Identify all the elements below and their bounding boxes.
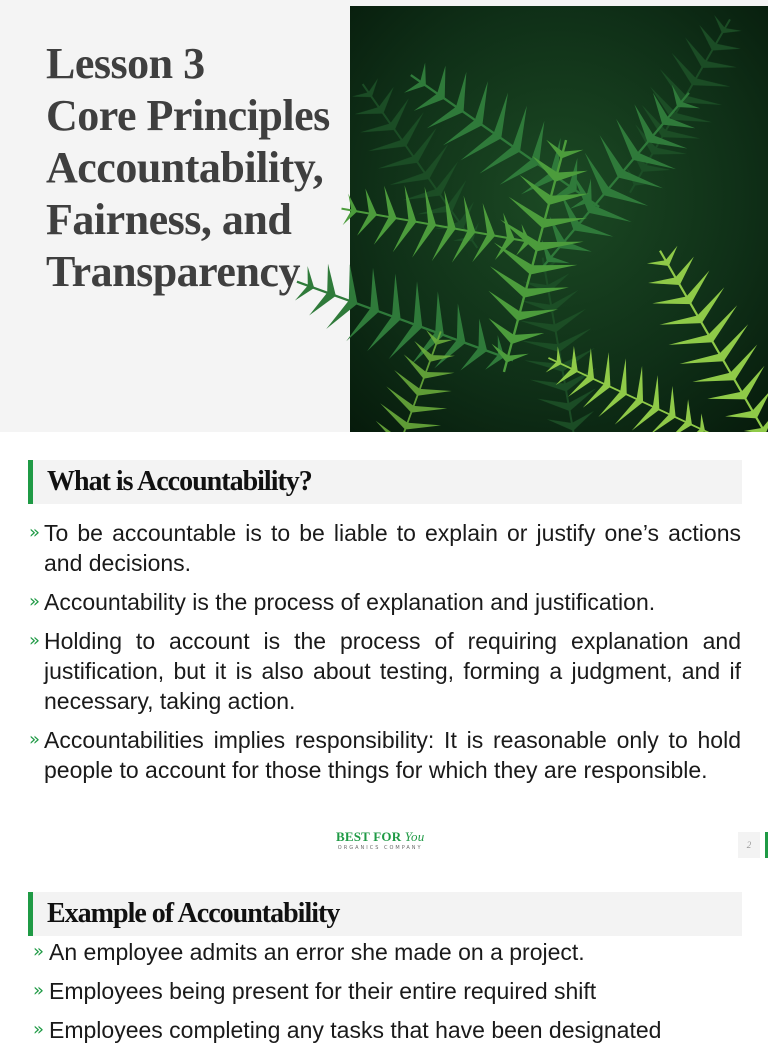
double-chevron-right-icon: »	[29, 522, 41, 543]
list-item	[29, 976, 741, 1006]
double-chevron-right-icon: »	[33, 1019, 45, 1040]
title-slide	[0, 0, 768, 432]
page-number: 2	[738, 832, 760, 858]
list-item	[29, 626, 741, 716]
title-line: Accountability,	[46, 143, 324, 192]
double-chevron-right-icon: »	[33, 980, 45, 1001]
double-chevron-right-icon: »	[33, 941, 45, 962]
logo-wordmark	[336, 830, 424, 844]
fern-leaves-photo	[350, 6, 768, 432]
logo-subtitle: ORGANICS COMPANY	[337, 845, 423, 851]
bullet-list	[29, 518, 741, 794]
bullet-text: Employees completing any tasks that have been designated	[49, 1017, 662, 1043]
list-item	[29, 1015, 741, 1045]
lesson-title	[46, 38, 351, 298]
title-line: Fairness, and	[46, 195, 292, 244]
double-chevron-right-icon: »	[29, 630, 41, 651]
title-line: Lesson 3	[46, 39, 205, 88]
heading-text: What is Accountability?	[47, 466, 312, 497]
title-line: Transparency	[46, 247, 300, 296]
bullet-text: Holding to account is the process of requiring explanation and justification, but it is also about testing, forming a judgment, and if necessary, taking action.	[44, 628, 741, 714]
bullet-text: Accountabilities implies responsibility: It is reasonable only to hold people to account for those things for which they are responsible.	[44, 727, 741, 783]
company-logo	[336, 830, 424, 852]
bullet-text: Employees being present for their entire required shift	[49, 978, 597, 1004]
bullet-text: An employee admits an error she made on a project.	[49, 939, 585, 965]
list-item	[29, 725, 741, 785]
example-slide	[0, 858, 768, 1043]
accountability-slide	[0, 432, 768, 858]
bullet-list	[29, 937, 741, 1054]
section-heading	[28, 892, 742, 936]
list-item	[29, 587, 741, 617]
bullet-text: To be accountable is to be liable to explain or justify one’s actions and decisions.	[44, 520, 741, 576]
logo-script-text: You	[404, 829, 425, 844]
double-chevron-right-icon: »	[29, 591, 41, 612]
heading-text: Example of Accountability	[47, 898, 340, 929]
title-line: Core Principles	[46, 91, 330, 140]
double-chevron-right-icon: »	[29, 729, 41, 750]
list-item	[29, 937, 741, 967]
bullet-text: Accountability is the process of explanation and justification.	[44, 589, 656, 615]
list-item	[29, 518, 741, 578]
section-heading	[28, 460, 742, 504]
logo-main-text: BEST FOR	[336, 829, 402, 844]
